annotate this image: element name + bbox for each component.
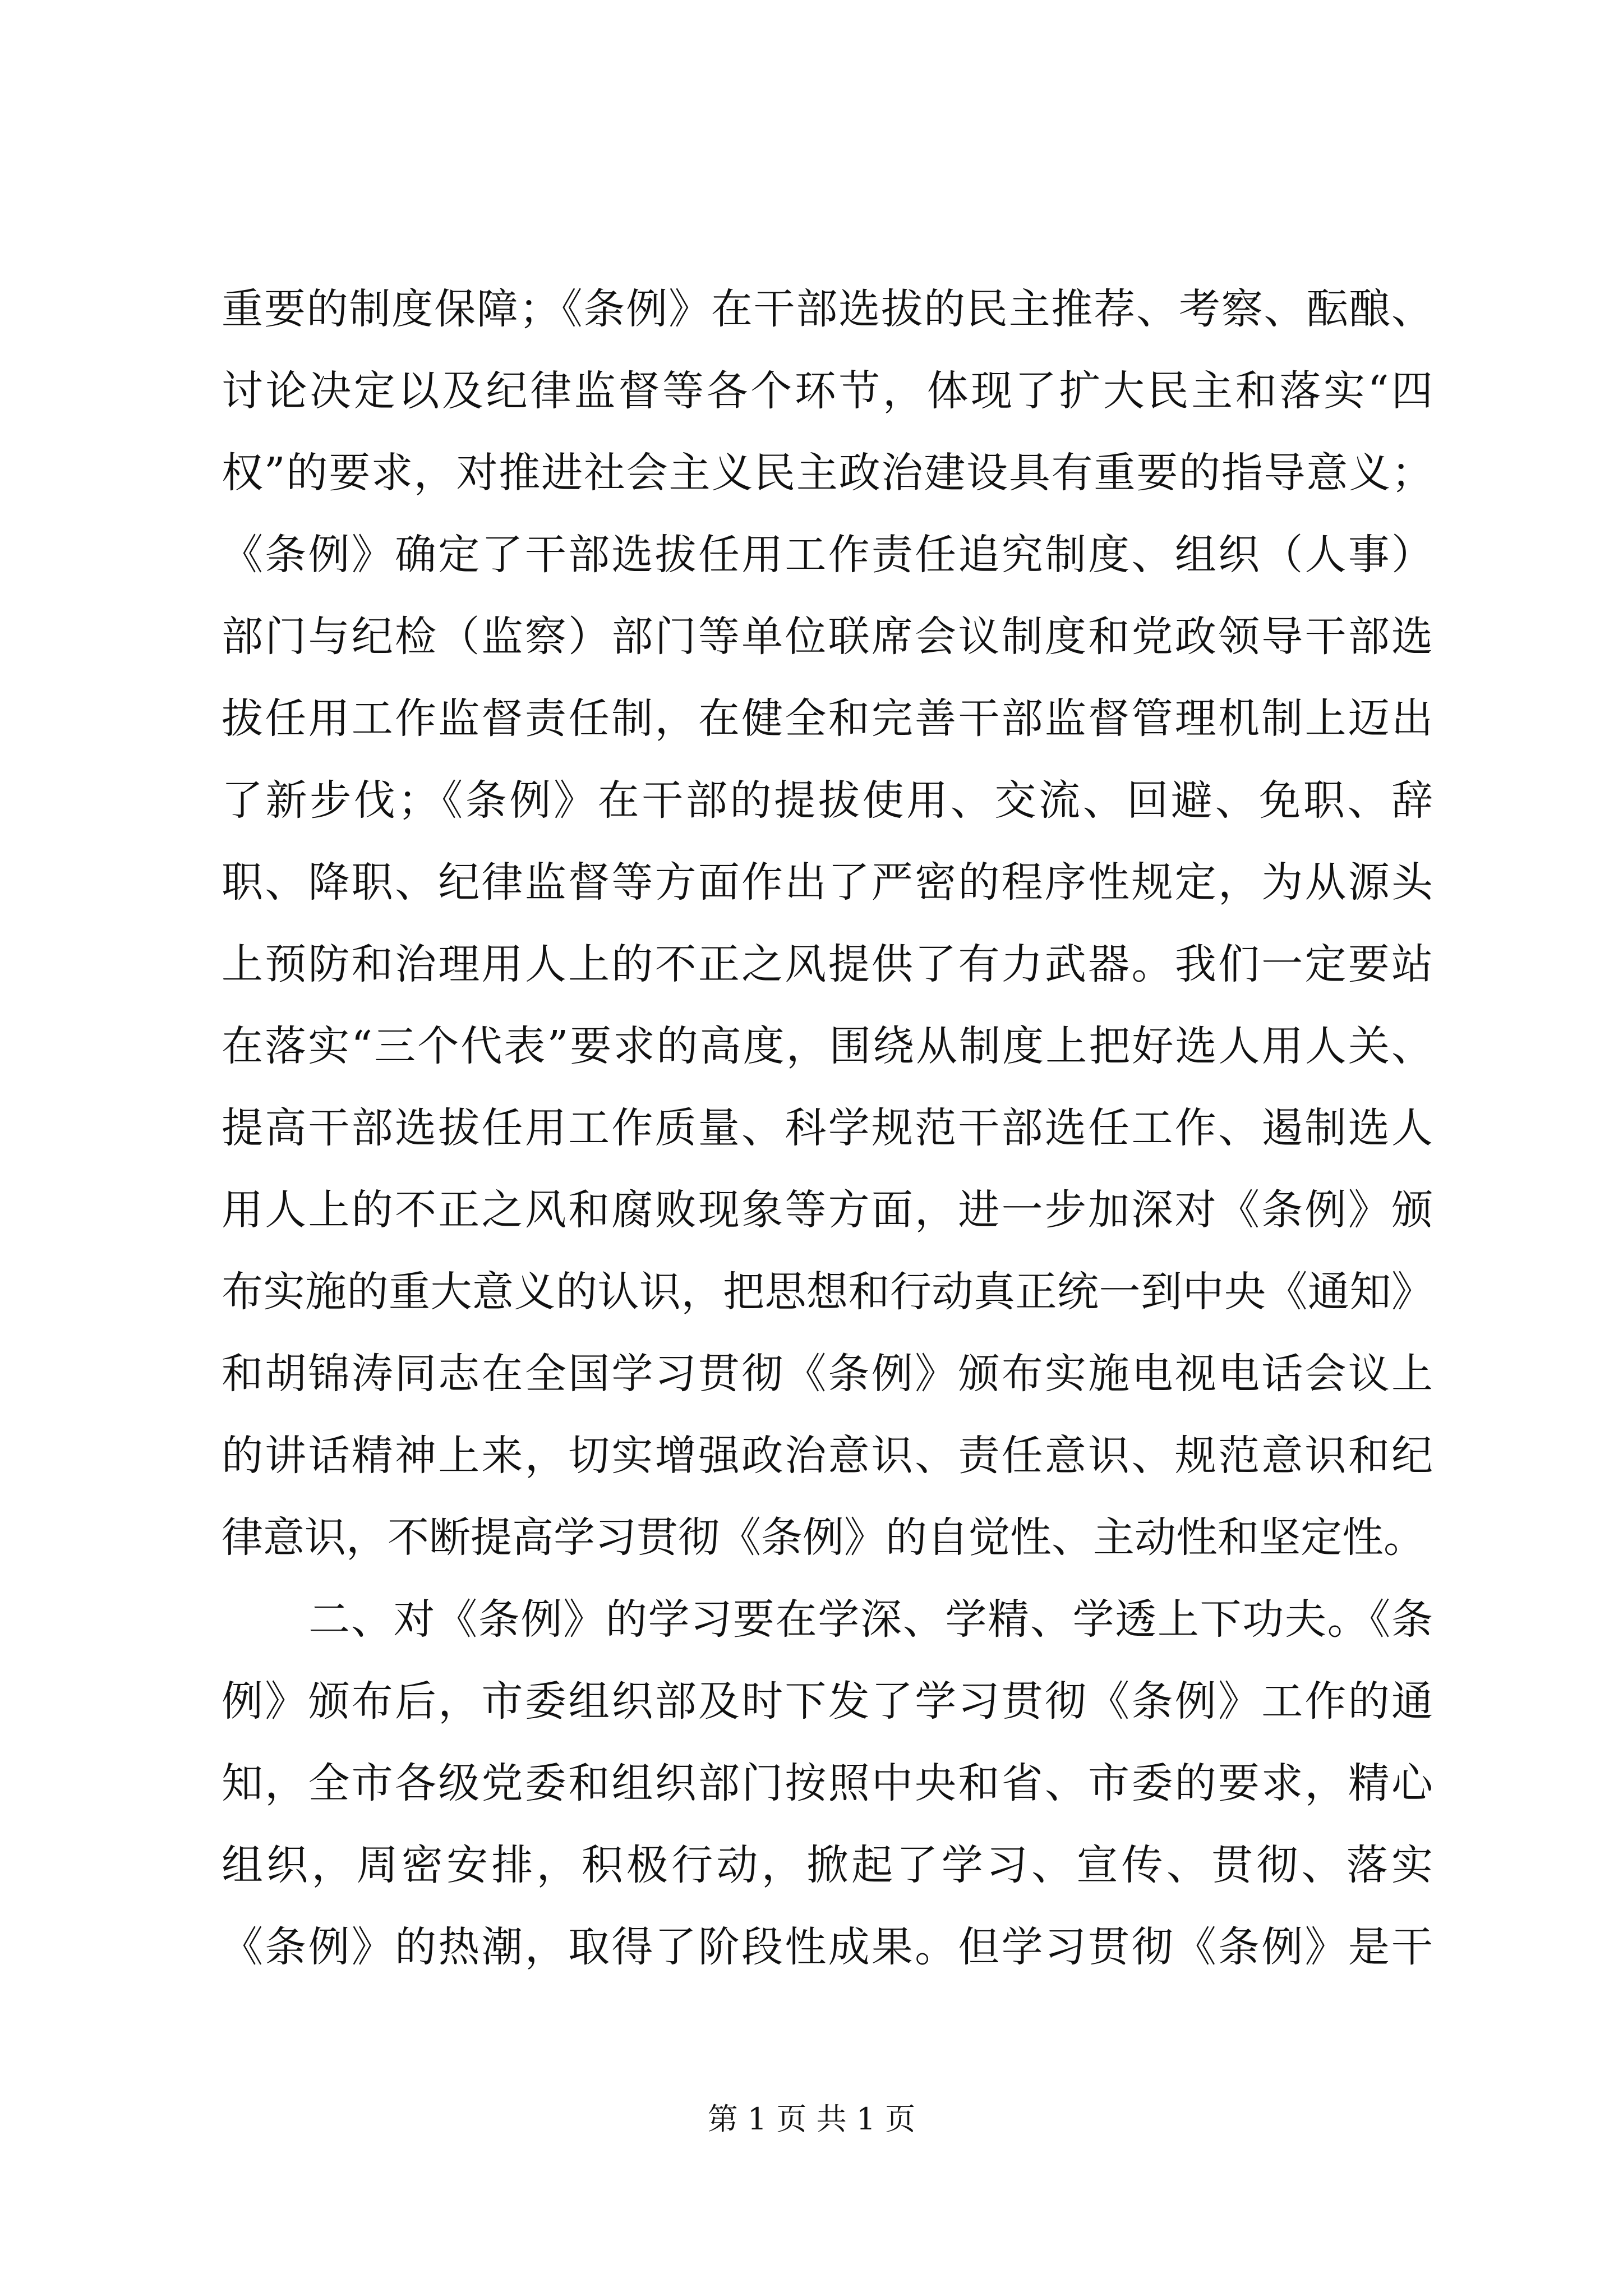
text-line: 提高干部选拔任用工作质量、科学规范干部选任工作、遏制选人	[222, 1104, 1433, 1152]
text-line: 《条例》的热潮，取得了阶段性成果。但学习贯彻《条例》是干	[222, 1923, 1433, 1971]
text-line: 布实施的重大意义的认识，把思想和行动真正统一到中央《通知》	[222, 1268, 1433, 1316]
text-line: 上预防和治理用人上的不正之风提供了有力武器。我们一定要站	[222, 940, 1433, 988]
text-line: 例》颁布后，市委组织部及时下发了学习贯彻《条例》工作的通	[222, 1677, 1433, 1726]
text-line: 和胡锦涛同志在全国学习贯彻《条例》颁布实施电视电话会议上	[222, 1350, 1433, 1398]
text-line: 重要的制度保障；《条例》在干部选拔的民主推荐、考察、酝酿、	[222, 285, 1433, 333]
paragraph-start-line: 二、对《条例》的学习要在学深、学精、学透上下功夫。《条	[308, 1595, 1433, 1644]
page-footer: 第 1 页 共 1 页	[707, 2101, 916, 2137]
text-line: 了新步伐；《条例》在干部的提拔使用、交流、回避、免职、辞	[222, 776, 1433, 825]
text-line: 职、降职、纪律监督等方面作出了严密的程序性规定，为从源头	[222, 858, 1433, 907]
text-line: 用人上的不正之风和腐败现象等方面，进一步加深对《条例》颁	[222, 1186, 1433, 1234]
text-line: 知，全市各级党委和组织部门按照中央和省、市委的要求，精心	[222, 1759, 1433, 1807]
text-line: 讨论决定以及纪律监督等各个环节，体现了扩大民主和落实“四	[222, 367, 1433, 415]
text-line: 《条例》确定了干部选拔任用工作责任追究制度、组织（人事）	[222, 531, 1433, 579]
text-line: 的讲话精神上来，切实增强政治意识、责任意识、规范意识和纪	[222, 1432, 1433, 1480]
text-line: 拔任用工作监督责任制，在健全和完善干部监督管理机制上迈出	[222, 694, 1433, 743]
text-line: 部门与纪检（监察）部门等单位联席会议制度和党政领导干部选	[222, 613, 1433, 661]
text-line: 在落实“三个代表”要求的高度，围绕从制度上把好选人用人关、	[222, 1022, 1433, 1070]
text-line: 组织，周密安排，积极行动，掀起了学习、宣传、贯彻、落实	[222, 1841, 1433, 1889]
text-line: 律意识，不断提高学习贯彻《条例》的自觉性、主动性和坚定性。	[222, 1513, 1425, 1562]
document-body	[222, 268, 1433, 1988]
text-line: 权”的要求，对推进社会主义民主政治建设具有重要的指导意义；	[222, 449, 1433, 497]
